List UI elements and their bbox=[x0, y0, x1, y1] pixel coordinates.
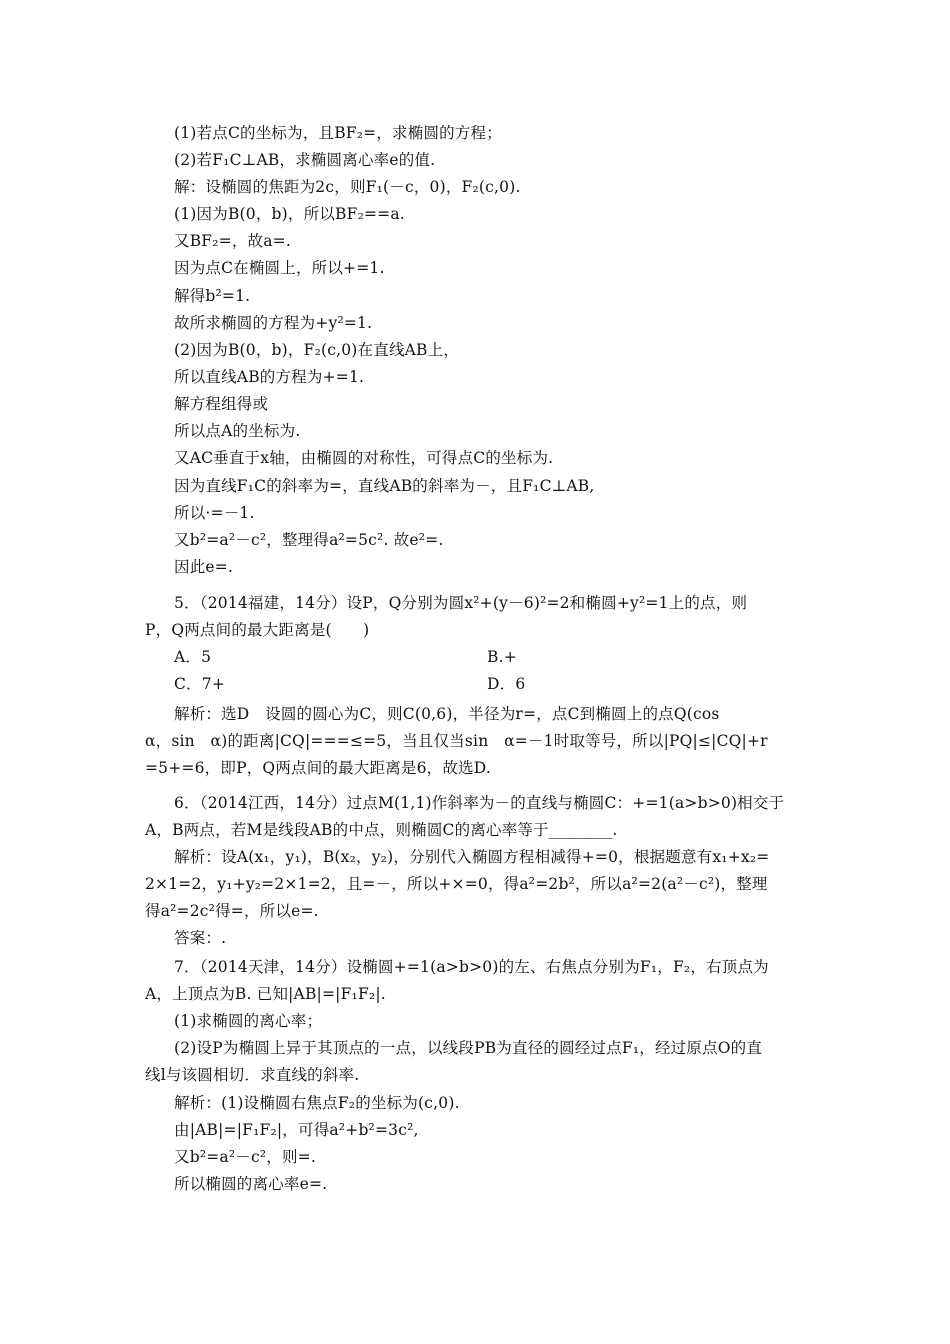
text-line: α，sin α)的距离|CQ|===≤=5，当且仅当sin α=－1时取等号，所以|PQ|≤|CQ|+r bbox=[145, 732, 768, 750]
question-6-stem-cont: A，B两点，若M是线段AB的中点，则椭圆C的离心率等于________. bbox=[145, 821, 618, 839]
text-line: 解得b²=1. bbox=[174, 287, 251, 305]
choice-c: C．7+ bbox=[174, 675, 226, 693]
text-line: 所以点A的坐标为. bbox=[174, 422, 301, 440]
question-5-stem: 5．（2014福建，14分）设P，Q分别为圆x²+(y－6)²=2和椭圆+y²=1上的点，则 bbox=[174, 594, 748, 612]
text-line: =5+=6，即P，Q两点间的最大距离是6，故选D. bbox=[145, 759, 491, 777]
question-7-stem: 7．（2014天津，14分）设椭圆+=1(a>b>0)的左、右焦点分别为F₁，F₂，右顶点为 bbox=[174, 958, 769, 976]
text-line: (1)求椭圆的离心率； bbox=[174, 1012, 323, 1030]
text-line: (2)因为B(0，b)，F₂(c,0)在直线AB上， bbox=[174, 341, 460, 359]
text-line: 解：设椭圆的焦距为2c，则F₁(－c，0)，F₂(c,0). bbox=[174, 178, 521, 196]
text-line: 又BF₂=，故a=. bbox=[174, 232, 292, 250]
text-line: 所以椭圆的离心率e=. bbox=[174, 1175, 328, 1193]
text-line: (2)若F₁C⊥AB，求椭圆离心率e的值. bbox=[174, 151, 436, 169]
text-line: 故所求椭圆的方程为+y²=1. bbox=[174, 314, 373, 332]
question-7-stem-cont: A，上顶点为B. 已知|AB|=|F₁F₂|. bbox=[145, 985, 386, 1003]
text-line: (2)设P为椭圆上异于其顶点的一点，以线段PB为直径的圆经过点F₁，经过原点O的直 bbox=[174, 1039, 763, 1057]
text-line: 得a²=2c²得=，所以e=. bbox=[145, 902, 319, 920]
text-line: (1)若点C的坐标为，且BF₂=，求椭圆的方程； bbox=[174, 124, 502, 142]
text-line: 又b²=a²－c²，则=. bbox=[174, 1148, 316, 1166]
text-line: 2×1=2，y₁+y₂=2×1=2，且=－，所以+×=0，得a²=2b²，所以a²=2(a²－c²)，整理 bbox=[145, 875, 768, 893]
choice-d: D．6 bbox=[487, 675, 526, 693]
text-line: 因为点C在椭圆上，所以+=1. bbox=[174, 259, 385, 277]
text-line: 所以直线AB的方程为+=1. bbox=[174, 368, 365, 386]
text-line: 因为直线F₁C的斜率为=，直线AB的斜率为－，且F₁C⊥AB, bbox=[174, 477, 595, 495]
choice-a: A．5 bbox=[174, 648, 212, 666]
text-line: 又b²=a²－c²，整理得a²=5c². 故e²=. bbox=[174, 531, 444, 549]
text-line: 因此e=. bbox=[174, 558, 234, 576]
text-line: 由|AB|=|F₁F₂|，可得a²+b²=3c², bbox=[174, 1121, 419, 1139]
text-line: 所以·=－1. bbox=[174, 504, 255, 522]
text-line: 解析：选D 设圆的圆心为C，则C(0,6)，半径为r=，点C到椭圆上的点Q(cos bbox=[174, 705, 720, 723]
question-5-stem-cont: P，Q两点间的最大距离是( ) bbox=[145, 621, 370, 639]
answer-line: 答案：. bbox=[174, 929, 227, 947]
text-line: 解析：(1)设椭圆右焦点F₂的坐标为(c,0). bbox=[174, 1094, 460, 1112]
text-line: 线l与该圆相切．求直线的斜率. bbox=[145, 1066, 360, 1084]
choice-b: B.+ bbox=[487, 648, 517, 666]
text-line: 又AC垂直于x轴，由椭圆的对称性，可得点C的坐标为. bbox=[174, 449, 554, 467]
text-line: 解方程组得或 bbox=[174, 395, 269, 413]
question-6-stem: 6．（2014江西，14分）过点M(1,1)作斜率为－的直线与椭圆C：+=1(a>b>0)相交于 bbox=[174, 794, 785, 812]
text-line: (1)因为B(0，b)，所以BF₂==a. bbox=[174, 205, 405, 223]
text-line: 解析：设A(x₁，y₁)，B(x₂，y₂)，分别代入椭圆方程相减得+=0，根据题意有x₁+x₂= bbox=[174, 848, 770, 866]
